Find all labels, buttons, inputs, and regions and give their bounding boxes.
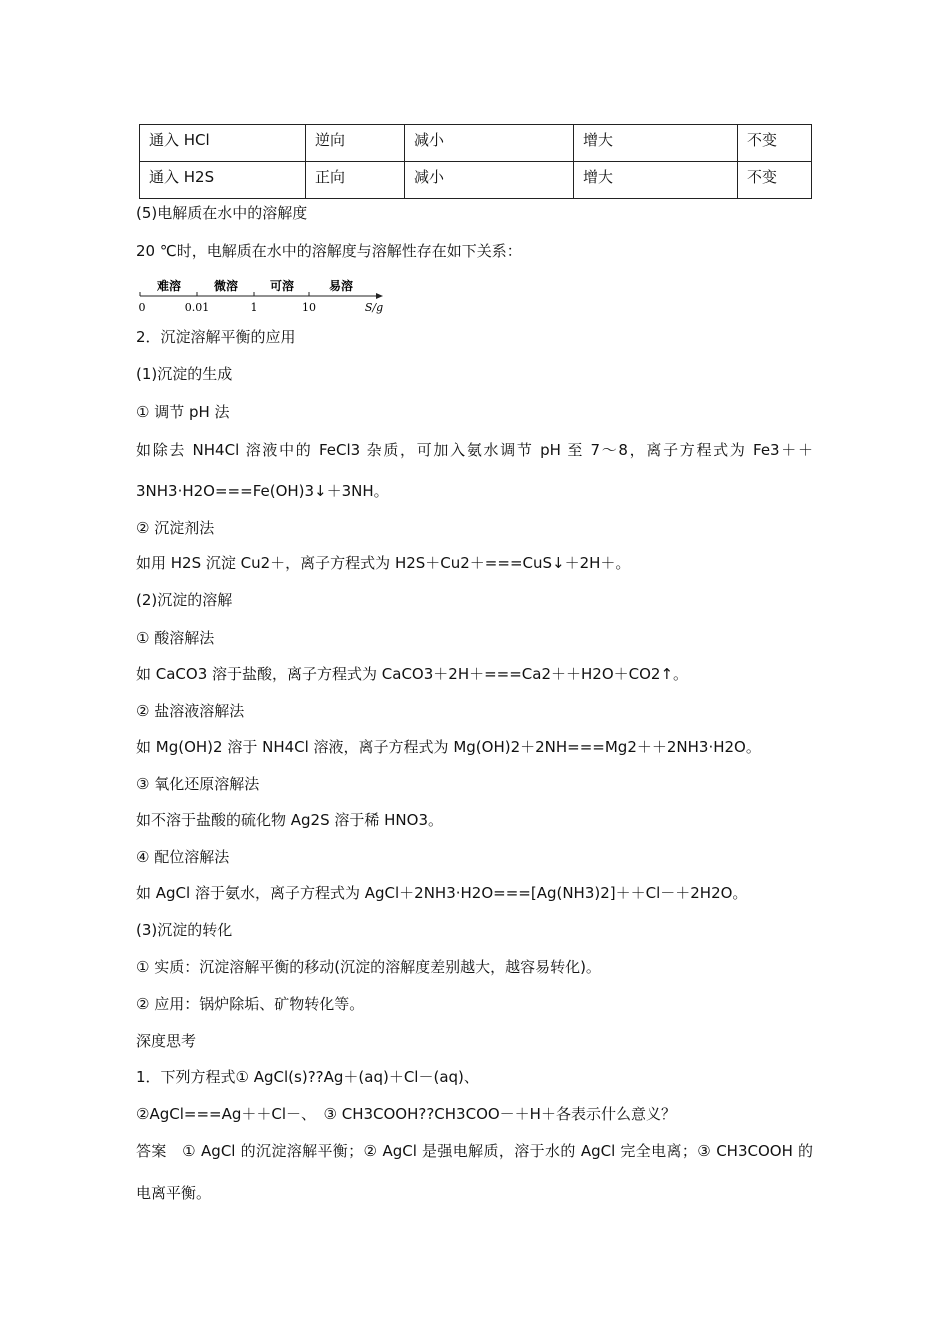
scale-category: 微溶 (213, 279, 239, 293)
equation-fe-hydroxide: 3NH3·H2O===Fe(OH)3↓＋3NH。 (136, 482, 389, 500)
table-row (140, 125, 812, 162)
scale-tick-label: 0 (138, 301, 146, 314)
table-cell: 增大 (574, 125, 738, 162)
subheading-precipitate-conversion: (3)沉淀的转化 (136, 921, 233, 939)
scale-category: 易溶 (328, 279, 354, 293)
scale-tick-label: 10 (302, 301, 316, 314)
scale-arrow-icon (376, 293, 383, 299)
paragraph-conversion-application: ② 应用：锅炉除垢、矿物转化等。 (136, 995, 365, 1013)
method-precipitant: ② 沉淀剂法 (136, 519, 215, 537)
question-1-line-2: ②AgCl===Ag＋＋Cl－、 ③ CH3COOH??CH3COO－＋H＋各表示什么意义？ (136, 1105, 676, 1123)
solubility-scale-diagram (136, 276, 396, 316)
paragraph-agcl-ammonia: 如 AgCl 溶于氨水，离子方程式为 AgCl＋2NH3·H2O===[Ag(NH3)2]＋＋Cl－＋2H2O。 (136, 884, 748, 902)
method-redox-dissolution: ③ 氧化还原溶解法 (136, 775, 260, 793)
method-salt-dissolution: ② 盐溶液溶解法 (136, 702, 245, 720)
table-cell: 通入 H2S (140, 162, 306, 199)
table-cell: 逆向 (306, 125, 405, 162)
table-cell: 增大 (574, 162, 738, 199)
section-heading-applications: 2．沉淀溶解平衡的应用 (136, 328, 296, 346)
table-cell: 通入 HCl (140, 125, 306, 162)
paragraph-conversion-essence: ① 实质：沉淀溶解平衡的移动(沉淀的溶解度差别越大，越容易转化)。 (136, 958, 601, 976)
paragraph-ag2s-dissolution: 如不溶于盐酸的硫化物 Ag2S 溶于稀 HNO3。 (136, 811, 444, 829)
paragraph-caco3-dissolution: 如 CaCO3 溶于盐酸，离子方程式为 CaCO3＋2H＋===Ca2＋＋H2O＋CO2↑。 (136, 665, 689, 683)
paragraph-cus-precipitation: 如用 H2S 沉淀 Cu2＋，离子方程式为 H2S＋Cu2＋===CuS↓＋2H＋。 (136, 554, 631, 572)
paragraph-solubility-relation: 20 ℃时，电解质在水中的溶解度与溶解性存在如下关系： (136, 242, 522, 260)
table-cell: 减小 (405, 125, 574, 162)
answer-line-2: 电离平衡。 (136, 1184, 212, 1202)
equilibrium-table (139, 124, 812, 199)
table-cell: 正向 (306, 162, 405, 199)
scale-category: 难溶 (156, 279, 182, 293)
paragraph-fecl3-removal: 如除去 NH4Cl 溶液中的 FeCl3 杂质，可加入氨水调节 pH 至 7～8，离子方程式为 Fe3＋＋ (136, 441, 813, 459)
scale-tick-label: 0.01 (184, 301, 210, 314)
scale-category: 可溶 (269, 279, 295, 293)
scale-axis-label: S/g (364, 301, 384, 314)
heading-deep-thinking: 深度思考 (136, 1032, 197, 1050)
table-cell: 不变 (738, 125, 812, 162)
table-row (140, 162, 812, 199)
method-coordination-dissolution: ④ 配位溶解法 (136, 848, 230, 866)
subheading-precipitate-formation: (1)沉淀的生成 (136, 365, 233, 383)
section-heading-solubility: (5)电解质在水中的溶解度 (136, 204, 308, 222)
paragraph-mgoh2-dissolution: 如 Mg(OH)2 溶于 NH4Cl 溶液，离子方程式为 Mg(OH)2＋2NH===Mg2＋＋2NH3·H2O。 (136, 738, 761, 756)
method-acid-dissolution: ① 酸溶解法 (136, 629, 215, 647)
table-cell: 不变 (738, 162, 812, 199)
subheading-precipitate-dissolution: (2)沉淀的溶解 (136, 591, 233, 609)
answer-line-1: 答案 ① AgCl 的沉淀溶解平衡；② AgCl 是强电解质，溶于水的 AgCl 完全电离；③ CH3COOH 的 (136, 1142, 813, 1160)
question-1-line-1: 1．下列方程式① AgCl(s)??Ag＋(aq)＋Cl－(aq)、 (136, 1068, 479, 1086)
method-ph-adjust: ① 调节 pH 法 (136, 403, 230, 421)
scale-tick-label: 1 (250, 301, 258, 314)
table-cell: 减小 (405, 162, 574, 199)
